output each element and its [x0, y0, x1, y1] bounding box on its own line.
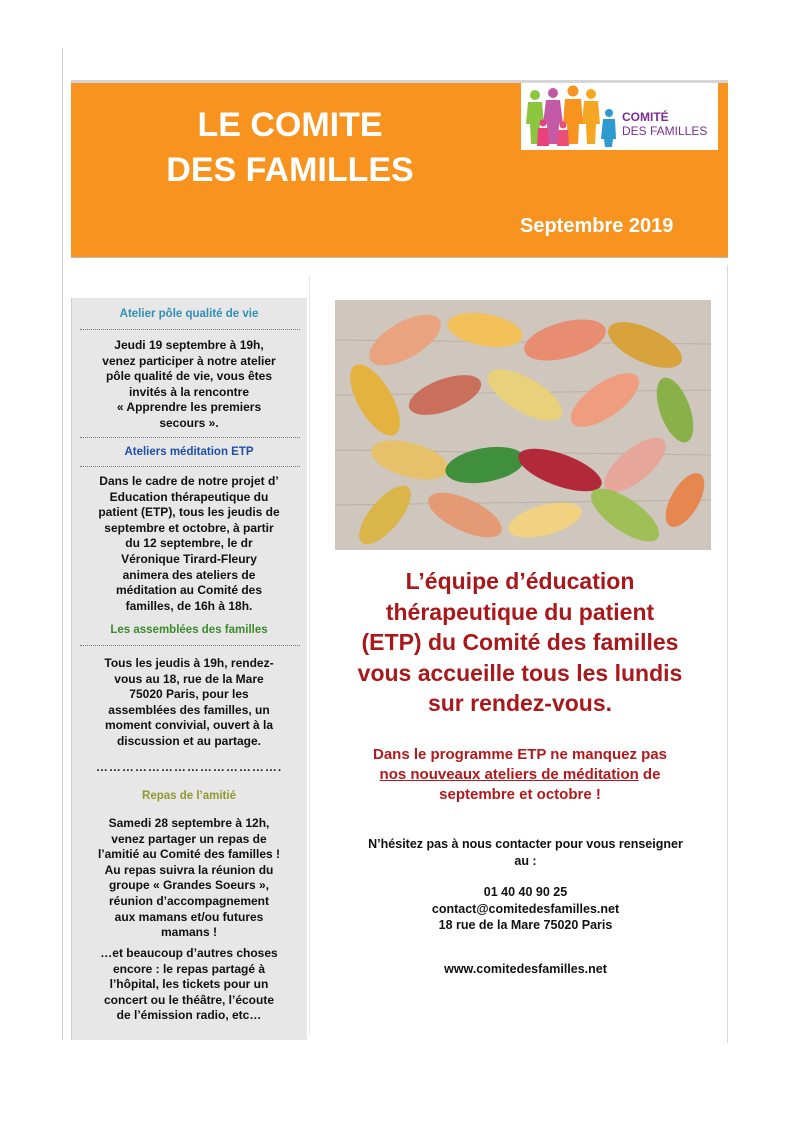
headline-line: (ETP) du Comité des familles: [361, 629, 679, 655]
program-line-end: de: [638, 766, 661, 783]
text-line: Tous les jeudis à 19h, rendez-: [104, 656, 274, 670]
headline-line: L’équipe d’éducation: [405, 568, 635, 594]
comite-logo: [521, 83, 718, 150]
section-heading-meditation: Ateliers méditation ETP: [124, 446, 254, 458]
text-line: patient (ETP), tous les jeudis de: [98, 505, 280, 520]
dotted-divider: [80, 645, 300, 646]
text-line: animera des ateliers de: [122, 567, 256, 582]
text-line: groupe « Grandes Soeurs »,: [108, 878, 270, 893]
program-line: Dans le programme ETP ne manquez pas: [373, 746, 667, 763]
section-heading-assemblees: Les assemblées des familles: [110, 624, 268, 636]
column-divider: [309, 275, 310, 1035]
logo-text-familles: DES FAMILLES: [622, 124, 708, 138]
meditation-highlight: nos nouveaux ateliers de méditation: [379, 766, 639, 783]
section-text-assemblees: [76, 656, 302, 750]
text-line: aux mamans et/ou futures: [114, 909, 264, 924]
text-line: méditation au Comité des: [115, 583, 263, 598]
logo-text-comite: COMITÉ: [622, 110, 669, 124]
contact-intro-line: N’hésitez pas à nous contacter pour vous renseigner: [368, 837, 683, 851]
text-line: secours ».: [159, 415, 219, 430]
contact-details: [323, 884, 728, 934]
dotted-divider: [80, 466, 300, 467]
text-line: Au repas suivra la réunion du: [104, 862, 274, 877]
headline-line: sur rendez-vous.: [427, 690, 613, 716]
text-line: Jeudi 19 septembre à 19h,: [114, 338, 264, 352]
text-line: septembre et octobre, à partir: [104, 520, 274, 535]
phone-number: 01 40 40 90 25: [483, 885, 568, 899]
text-line: assemblées des familles, un: [108, 702, 270, 717]
section-text-meditation: [76, 474, 302, 614]
issue-date: Septembre 2019: [520, 215, 674, 237]
postal-address: 18 rue de la Mare 75020 Paris: [438, 918, 613, 932]
headline-line: thérapeutique du patient: [385, 598, 655, 625]
text-line: réunion d’accompagnement: [108, 893, 270, 908]
text-line: « Apprendre les premiers: [116, 400, 262, 415]
program-line: septembre et octobre !: [439, 786, 601, 803]
text-line: 75020 Paris, pour les: [129, 687, 249, 702]
text-line: Education thérapeutique du: [109, 489, 269, 504]
autumn-leaves-photo: [335, 300, 711, 550]
section-text-atelier: [76, 338, 302, 432]
text-line: du 12 septembre, le dr: [125, 536, 253, 551]
title-line-1: LE COMITE: [197, 106, 383, 144]
program-line: [330, 765, 710, 785]
text-line: concert ou le théâtre, l’écoute: [103, 992, 275, 1007]
contact-intro-line: au :: [514, 853, 537, 868]
dotted-divider: [80, 437, 300, 438]
text-line: Samedi 28 septembre à 12h,: [108, 816, 270, 830]
website-link[interactable]: www.comitedesfamilles.net: [444, 962, 607, 976]
text-line: de l’émission radio, etc…: [116, 1008, 262, 1023]
text-line: invités à la rencontre: [128, 384, 250, 399]
text-line: l’amitié au Comité des familles !: [97, 847, 281, 862]
text-line: …et beaucoup d’autres choses: [100, 946, 278, 960]
text-line: moment convivial, ouvert à la: [104, 718, 274, 733]
page-border-left: [62, 48, 63, 1040]
dotted-divider: [80, 329, 300, 330]
text-line: Dans le cadre de notre projet d’: [99, 474, 279, 488]
text-line: pôle qualité de vie, vous êtes: [105, 369, 273, 384]
title-line-2: DES FAMILLES: [166, 151, 414, 189]
dotted-separator-text: …………………………………….: [95, 760, 283, 774]
text-line: vous au 18, rue de la Mare: [114, 671, 264, 686]
etp-program-text: [330, 745, 710, 805]
text-line: familles, de 16h à 18h.: [125, 598, 253, 613]
etp-headline: [315, 566, 725, 719]
email-address: contact@comitedesfamilles.net: [431, 901, 620, 916]
text-line: encore : le repas partagé à: [112, 961, 266, 976]
text-line: discussion et au partage.: [116, 733, 262, 748]
headline-line: vous accueille tous les lundis: [357, 659, 683, 686]
text-line: venez participer à notre atelier: [102, 353, 276, 368]
section-heading-repas: Repas de l’amitié: [142, 790, 236, 802]
section-text-repas: [76, 816, 302, 941]
contact-intro: [323, 836, 728, 869]
section-heading-atelier: Atelier pôle qualité de vie: [119, 308, 259, 320]
text-line: l’hôpital, les tickets pour un: [109, 977, 269, 992]
text-line: mamans !: [160, 925, 218, 940]
section-text-autres: [76, 946, 302, 1024]
text-line: Véronique Tirard-Fleury: [121, 551, 257, 566]
family-silhouettes-icon: [523, 85, 621, 148]
page-title: [95, 103, 485, 193]
text-line: venez partager un repas de: [111, 831, 267, 846]
